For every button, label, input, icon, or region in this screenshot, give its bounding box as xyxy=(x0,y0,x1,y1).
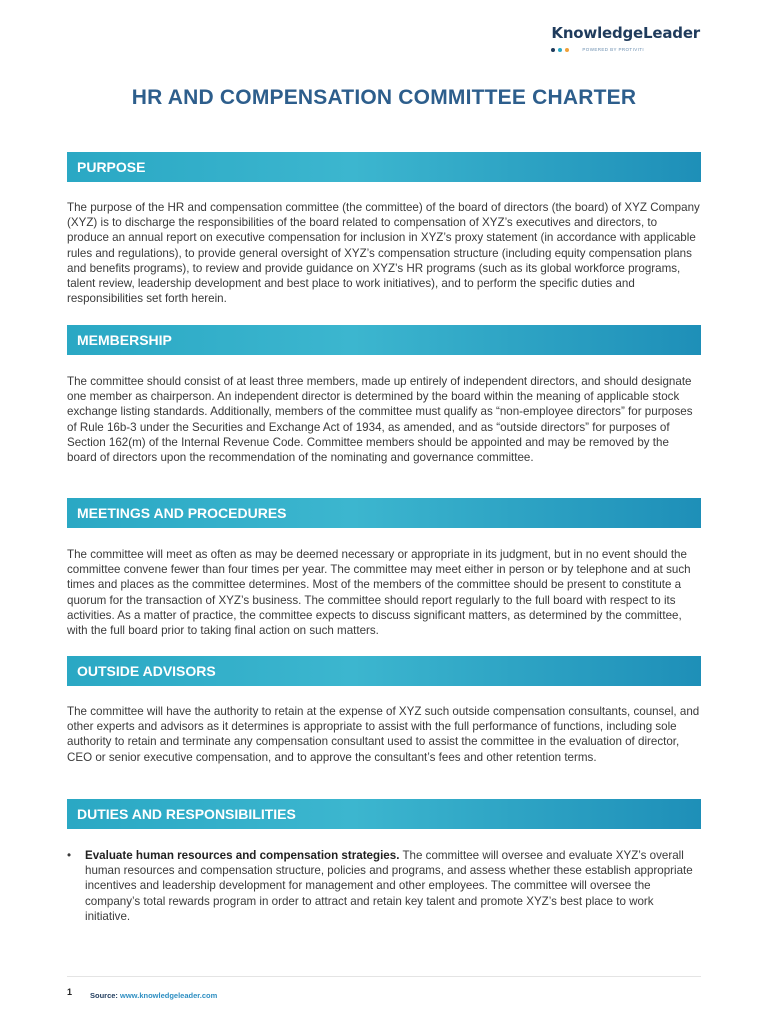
section-body-purpose: The purpose of the HR and compensation committee (the committee) of the board of directors (the board) of XYZ Company (XYZ) is to discharge the responsibilities of the board related to compensation of XYZ’s executives and directors, to produce an annual report on executive compensation for inclusion in XYZ’s proxy statement (in accordance with applicable rules and regulations), to provide general oversight of XYZ’s compensation structure (including equity compensation plans and benefits programs), to review and provide guidance on XYZ’s HR programs (such as its global workforce programs, talent review, leadership development and best place to work initiatives), and to perform the specific duties and responsibilities set forth herein. xyxy=(67,201,700,306)
logo-wordmark: KnowledgeLeader xyxy=(551,24,700,42)
section-body-advisors: The committee will have the authority to retain at the expense of XYZ such outside compensation consultants, counsel, and other experts and advisors as it determines is appropriate to assist with the full performance of functions, including sole authority to retain and terminate any compensation consultant used to assist the committee in the evaluation of director, CEO or senior executive compensation, and to approve the consultant’s fees and other retention terms. xyxy=(67,705,700,764)
section-body-membership: The committee should consist of at least three members, made up entirely of independent directors, and should designate one member as chairperson. An independent director is determined by the board within the meaning of applicable stock exchange listing standards. Additionally, members of the committee must qualify as “non-employee directors” for purposes of Rule 16b-3 under the Securities and Exchange Act of 1934, as amended, and as “outside directors” for purposes of Section 162(m) of the Internal Revenue Code. Committee members should be appointed and may be removed by the board of directors upon the recommendation of the nominating and governance committee. xyxy=(67,375,693,465)
logo-tagline: POWERED BY PROTIVITI xyxy=(582,47,645,52)
logo-dot-icon xyxy=(551,48,555,52)
section-heading-advisors: OUTSIDE ADVISORS xyxy=(67,656,701,686)
footer-source xyxy=(90,991,217,1000)
logo-subline xyxy=(551,47,700,52)
page-number: 1 xyxy=(67,987,73,997)
bullet-text xyxy=(85,848,701,924)
section-heading-membership: MEMBERSHIP xyxy=(67,325,701,355)
document-title: HR AND COMPENSATION COMMITTEE CHARTER xyxy=(131,86,637,109)
section-heading-meetings: MEETINGS AND PROCEDURES xyxy=(67,498,701,528)
bullet-icon: • xyxy=(67,849,72,862)
logo-dot-icon xyxy=(558,48,562,52)
bullet-body: The committee will oversee and evaluate XYZ’s overall human resources and compensation structure, policies and programs, and assess whether these establish appropriate incentives and leadership development for management and other employees. The committee will oversee the company’s total rewards program in order to attract and retain key talent and promote XYZ’s best place to work initiative. xyxy=(85,849,693,923)
section-heading-duties: DUTIES AND RESPONSIBILITIES xyxy=(67,799,701,829)
section-heading-purpose: PURPOSE xyxy=(67,152,701,182)
section-body-meetings: The committee will meet as often as may be deemed necessary or appropriate in its judgment, but in no event should the committee convene fewer than four times per year. The committee may meet either in person or by telephone and at such times and places as the committee determines. Most of the members of the committee should be present to constitute a quorum for the transaction of XYZ’s business. The committee should report regularly to the full board with respect to its activities. As a matter of practice, the committee expects to discuss significant matters, as determined by the committee, with the full board prior to taking final action on such matters. xyxy=(67,548,691,638)
bullet-lead: Evaluate human resources and compensation strategies. xyxy=(85,849,400,862)
logo-dot-icon xyxy=(565,48,569,52)
knowledgeleader-logo xyxy=(551,24,700,52)
source-link[interactable]: www.knowledgeleader.com xyxy=(120,991,218,1000)
footer-divider xyxy=(67,976,701,977)
list-item xyxy=(67,848,701,924)
source-label: Source: xyxy=(90,991,121,1000)
